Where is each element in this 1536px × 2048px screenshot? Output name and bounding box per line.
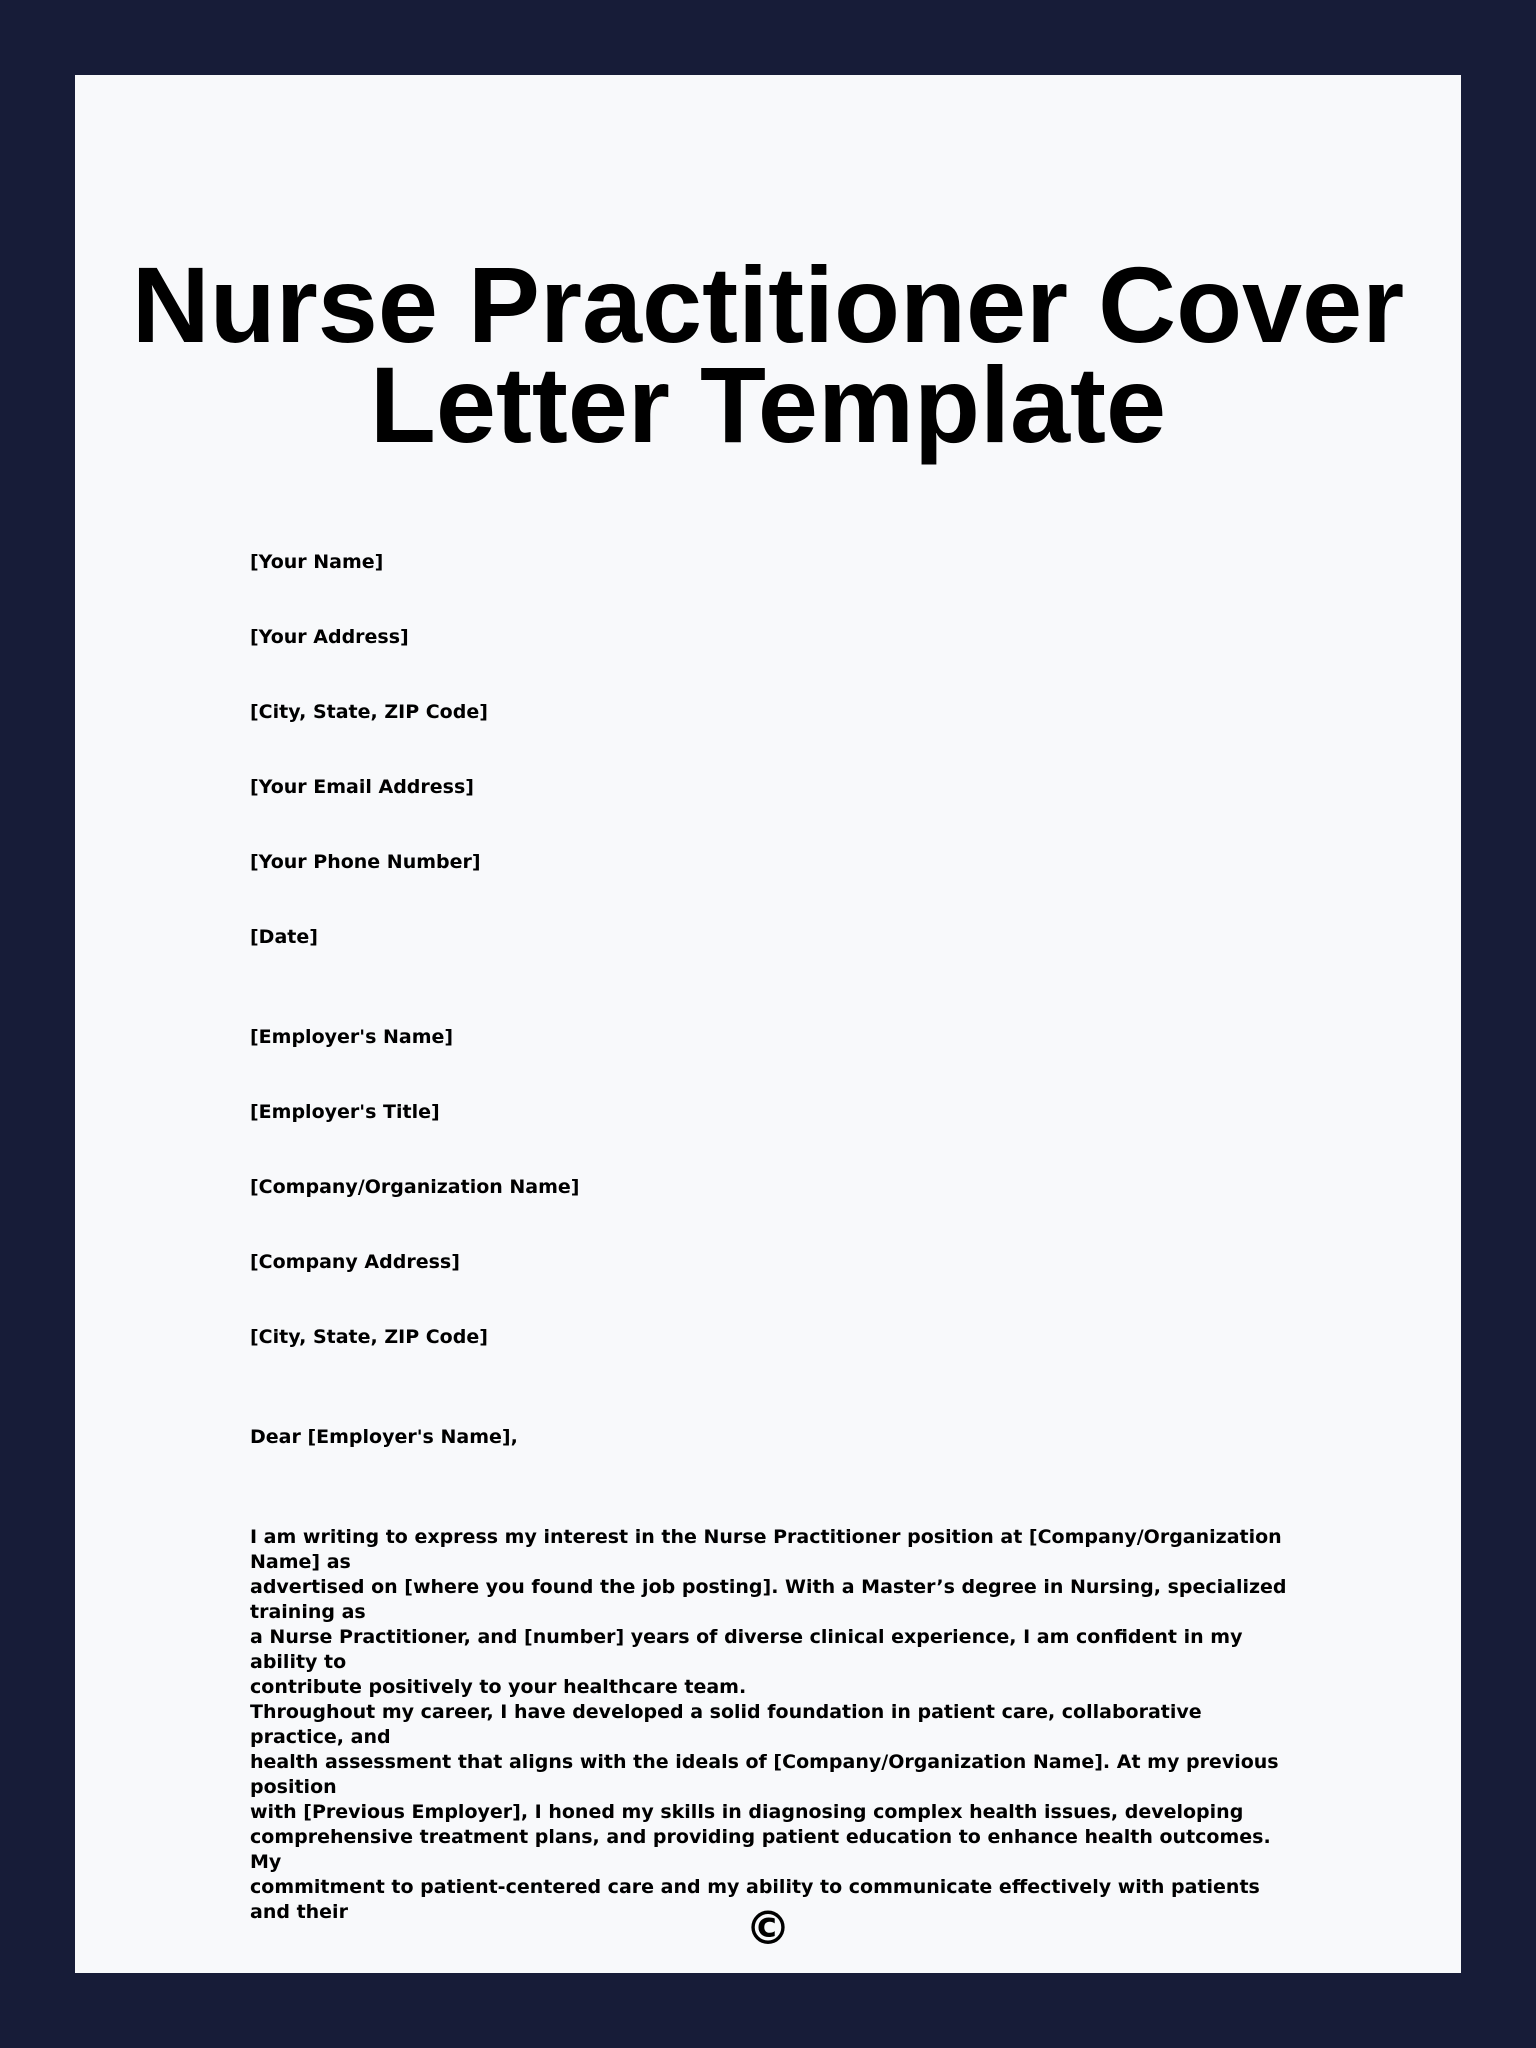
recipient-company: [Company/Organization Name] [250,1176,580,1198]
sender-email: [Your Email Address] [250,776,474,798]
salutation: Dear [Employer's Name], [250,1426,518,1448]
recipient-title: [Employer's Title] [250,1101,440,1123]
recipient-city-state-zip: [City, State, ZIP Code] [250,1326,488,1348]
body-paragraph-2: Throughout my career, I have developed a solid foundation in patient care, collaborative practice, and health assessment that aligns with the ideals of [Company/Organization Name]. At my previous position with [Previous Employer], I honed my skills in diagnosing complex health issues, developing comprehensive treatment plans, and providing patient education to enhance health outcomes. My commitment to patient-centered care and my ability to communicate effectively with patients and their [250,1701,1279,1923]
recipient-name: [Employer's Name] [250,1026,454,1048]
sender-city-state-zip: [City, State, ZIP Code] [250,701,488,723]
document-page [75,75,1461,1973]
letter-date: [Date] [250,926,318,948]
recipient-address: [Company Address] [250,1251,460,1273]
body-paragraph-1: I am writing to express my interest in the Nurse Practitioner position at [Company/Organization Name] as advertised on [where you found the job posting]. With a Master’s degree in Nursing, specialized training as a Nurse Practitioner, and [number] years of diverse clinical experience, I am confident in my ability to contribute positively to your healthcare team. [250,1526,1287,1698]
sender-name: [Your Name] [250,551,384,573]
title-line-1: Nurse Practitioner Cover [131,244,1405,365]
document-title [75,244,1461,465]
sender-address: [Your Address] [250,626,409,648]
title-line-2: Letter Template [369,344,1167,465]
copyright-icon: © [745,1901,791,1955]
sender-phone: [Your Phone Number] [250,851,481,873]
